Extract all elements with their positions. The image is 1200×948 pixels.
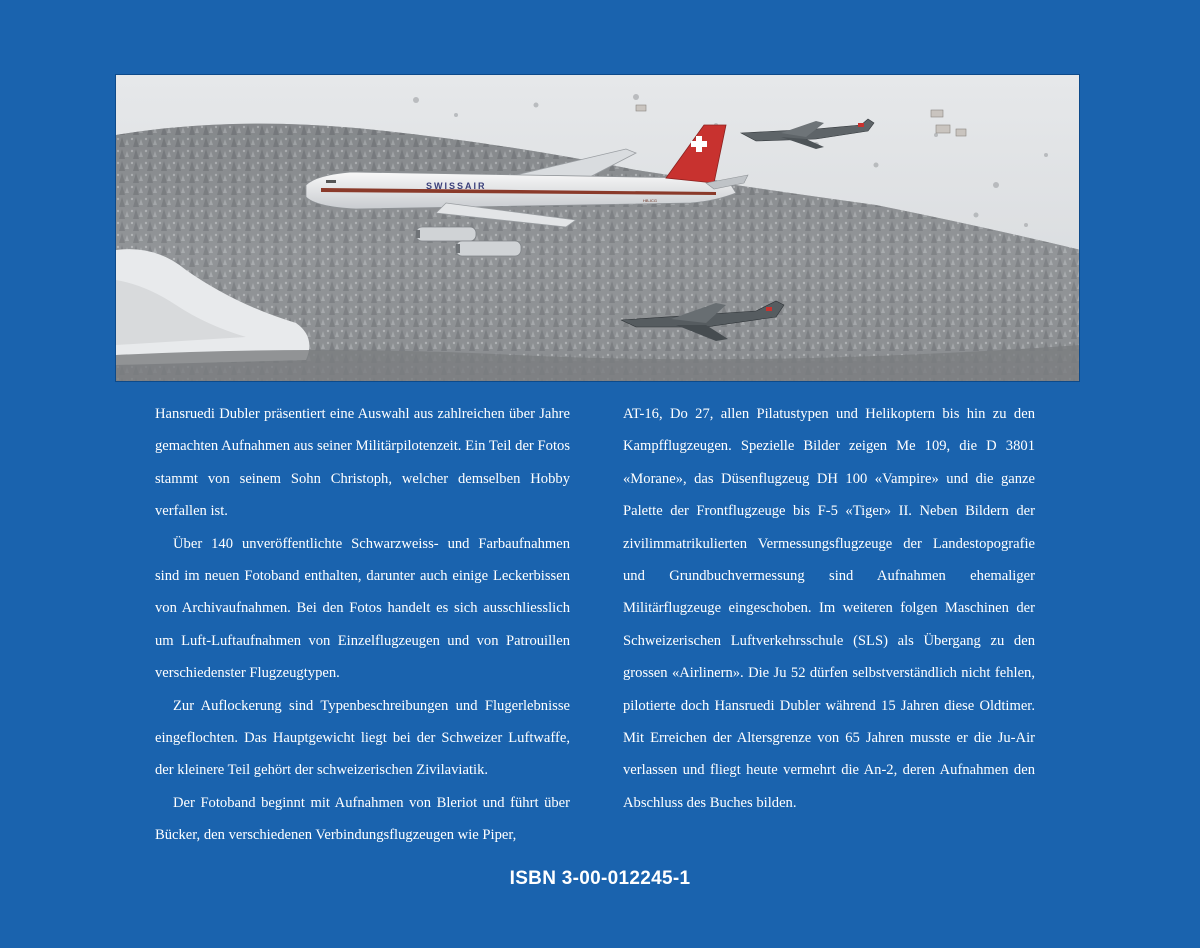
cover-photo — [115, 74, 1080, 382]
text-column-left — [155, 398, 570, 852]
paragraph: Hansruedi Dubler präsentiert eine Auswahl aus zahlreichen über Jahre gemachten Aufnahmen aus seiner Militärpilotenzeit. Ein Teil der Fotos stammt von seinem Sohn Christoph, welcher demselben Hobby verfallen ist. — [155, 406, 570, 520]
text-column-right — [623, 398, 1035, 819]
svg-text:HB-ICG: HB-ICG — [643, 198, 657, 203]
paragraph: AT-16, Do 27, allen Pilatustypen und Helikoptern bis hin zu den Kampfflugzeugen. Spezielle Bilder zeigen Me 109, die D 3801 «Morane», das Düsenflugzeug DH 100 «Vampire» und die ganze Palette der Frontflugzeuge bis F-5 «Tiger» II. Neben Bildern der zivilimmatrikulierten Vermessungsflugzeuge der Landestopografie und Grundbuchvermessung sind Aufnahmen ehemaliger Militärflugzeuge eingeschoben. Im weiteren folgen Maschinen der Schweizerischen Luftverkehrsschule (SLS) als Übergang zu den grossen «Airlinern». Die Ju 52 dürfen selbstverständlich nicht fehlen, pilotierte doch Hansruedi Dubler während 15 Jahren diese Oldtimer. Mit Erreichen der Altersgrenze von 65 Jahren musste er die Ju-Air verlassen und fliegt heute vermehrt die An-2, deren Aufnahmen den Abschluss des Buches bilden. — [623, 406, 1035, 811]
svg-text:SWISSAIR: SWISSAIR — [426, 181, 487, 191]
paragraph: Über 140 unveröffentlichte Schwarzweiss- und Farbaufnahmen sind im neuen Fotoband enthalten, darunter auch einige Leckerbissen von Archivaufnahmen. Bei den Fotos handelt es sich ausschliesslich um Luft-Luftaufnahmen von Einzelflugzeugen und von Patrouillen verschiedenster Flugzeugtypen. — [155, 535, 570, 682]
paragraph: Der Fotoband beginnt mit Aufnahmen von Bleriot und führt über Bücker, den verschiedenen Verbindungsflugzeugen wie Piper, — [155, 794, 570, 844]
isbn-number: ISBN 3-00-012245-1 — [509, 868, 691, 889]
formation-flight-photo — [116, 75, 1080, 382]
paragraph: Zur Auflockerung sind Typenbeschreibungen und Flugerlebnisse eingeflochten. Das Hauptgewicht liegt bei der Schweizer Luftwaffe, der kleinere Teil gehört der schweizerischen Zivilaviatik. — [155, 697, 570, 779]
